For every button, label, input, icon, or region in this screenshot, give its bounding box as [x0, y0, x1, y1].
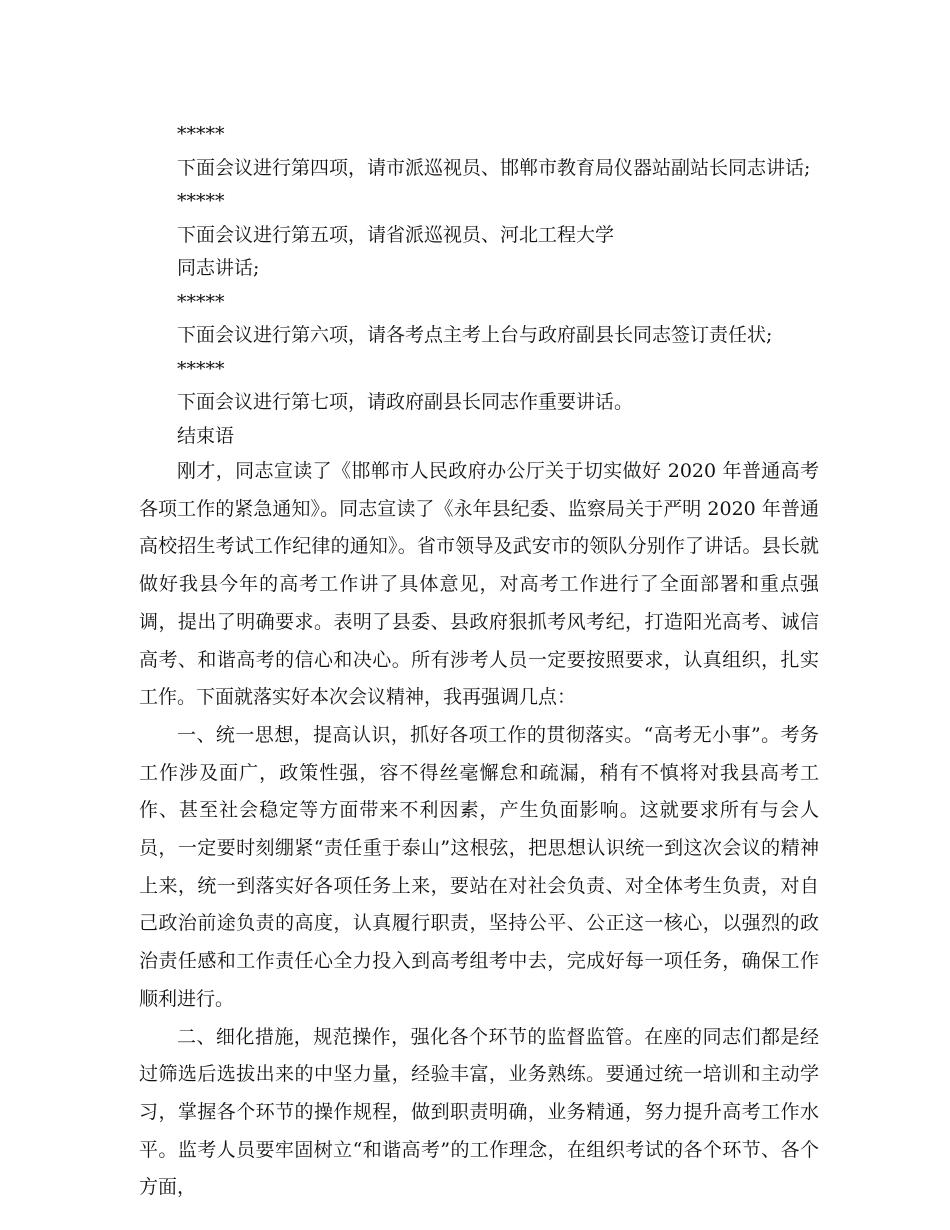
summary-paragraph: 刚才，同志宣读了《邯郸市人民政府办公厅关于切实做好 2020 年普通高考各项工作的紧急通知》。同志宣读了《永年县纪委、监察局关于严明 2020 年普通高校招生考试工作纪律的通知》。省市领导及武安市的领队分别作了讲话。县长就做好我县今年的高考工作讲了具体意见，对高考工作进行了全面部署和重点强调，提出了明确要求。表明了县委、县政府狠抓考风考纪，打造阳光高考、诚信高考、和谐高考的信心和决心。所有涉考人员一定要按照要求，认真组织，扎实工作。下面就落实好本次会议精神，我再强调几点： [139, 460, 819, 709]
separator-line: ***** [177, 290, 225, 313]
separator-line: ***** [177, 357, 225, 380]
agenda-item-5: 下面会议进行第五项，请省派巡视员、河北工程大学 [177, 223, 615, 246]
separator-line: ***** [177, 190, 225, 212]
agenda-item-5-continued: 同志讲话; [177, 257, 260, 279]
separator-line: ***** [177, 123, 225, 145]
point-2-paragraph: 二、细化措施，规范操作，强化各个环节的监督监管。在座的同志们都是经过筛选后选拔出来的中坚力量，经验丰富，业务熟练。要通过统一培训和主动学习，掌握各个环节的操作规程，做到职责明确，业务精通，努力提升高考工作水平。监考人员要牢固树立“和谐高考”的工作理念，在组织考试的各个环节、各个方面， [139, 1025, 819, 1199]
agenda-item-6: 下面会议进行第六项，请各考点主考上台与政府副县长同志签订责任状; [177, 324, 773, 346]
point-1-paragraph: 一、统一思想，提高认识，抓好各项工作的贯彻落实。“高考无小事”。考务工作涉及面广，政策性强，容不得丝毫懈怠和疏漏，稍有不慎将对我县高考工作、甚至社会稳定等方面带来不利因素，产生负面影响。这就要求所有与会人员，一定要时刻绷紧“责任重于泰山”这根弦，把思想认识统一到这次会议的精神上来，统一到落实好各项任务上来，要站在对社会负责、对全体考生负责，对自己政治前途负责的高度，认真履行职责，坚持公平、公正这一核心，以强烈的政治责任感和工作责任心全力投入到高考组考中去，完成好每一项任务，确保工作顺利进行。 [139, 723, 819, 1010]
agenda-item-4: 下面会议进行第四项，请市派巡视员、邯郸市教育局仪器站副站长同志讲话; [177, 156, 811, 179]
agenda-item-7: 下面会议进行第七项，请政府副县长同志作重要讲话。 [177, 391, 634, 413]
section-heading: 结束语 [177, 424, 235, 447]
document-body [139, 118, 819, 1207]
